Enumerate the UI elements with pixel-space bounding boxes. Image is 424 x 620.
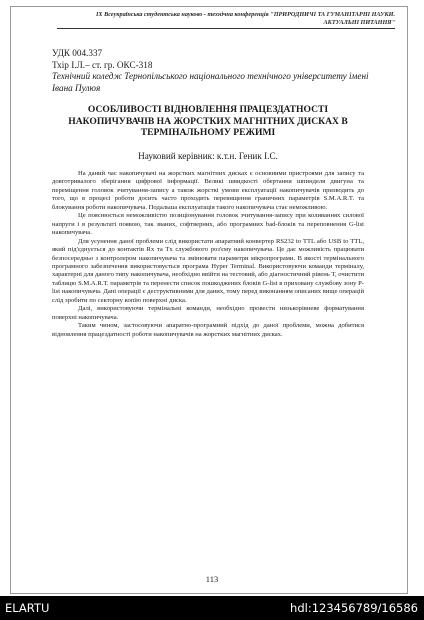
article-meta [52,48,382,94]
author-line: Тхір І.Л.– ст. гр. ОКС-318 [52,59,153,70]
handle-link[interactable]: hdl:123456789/16586 [290,601,418,615]
article-body [52,170,364,339]
body-paragraph: Таким чином, застосовуючи апаратно-програмний підхід до даної проблеми, можна добитися відновлення працездатності роботи накопичувачів на жорстких магнітних дисках. [52,322,364,338]
repository-name[interactable]: ELARTU [5,601,50,615]
scientific-supervisor: Науковий керівник: к.т.н. Геник І.С. [138,151,278,161]
article-title: ОСОБЛИВОСТІ ВІДНОВЛЕННЯ ПРАЦЕЗДАТНОСТІ НАКОПИЧУВАЧІВ НА ЖОРСТКИХ МАГНІТНИХ ДИСКАХ В ТЕРМІНАЛЬНОМУ РЕЖИМІ [68,104,348,139]
institution: Технічний коледж Тернопільського національного технічного університету імені Івана Пулюя [52,71,369,93]
conference-title-line-2: АКТУАЛЬНІ ПИТАННЯ" [323,18,395,26]
repository-footer-bar [0,596,424,620]
udc-code: УДК 004.337 [52,48,103,58]
body-paragraph: Далі, використовуючи термінальні команди, необхідно провести низькорівневе форматування поверхні накопичувача. [52,305,364,321]
body-paragraph: На даний час накопичувачі на жорстких магнітних дисках є основними пристроями для запису та довготривалого зберігання цифрової інформації. Великі швидкості обертання шпинделя двигуна та переміщення головок зчитування-запису а також жорсткі умови експлуатації накопичувачів призводить до того, що в процесі роботи досить часто проходить перевищення граничних параметрів S.M.A.R.T. та блокування роботи накопичувача. Подальша експлуатація такого накопичувача стає неможливою. [52,170,364,211]
body-paragraph: Це пояснюється неможливістю позиціонування головок зчитування-запису при коливаннях силової напруги і в результаті появою, так званих, софтверних, або програмних bad-блоків та переповнення G-list накопичувача. [52,212,364,237]
page-number: 113 [205,574,219,584]
conference-title-line-1: IX Всеукраїнська студентська науково - технічна конференція "ПРИРОДНИЧІ ТА ГУМАНІТАРНІ НАУКИ. [95,11,395,18]
conference-header [57,11,395,29]
body-paragraph: Для усунення даної проблеми слід використати апаратний конвертер RS232 to TTL або USB to TTL, який під'єднується до контактів Rx та Tx службового роз'єму накопичувача. Це дає можливість працювати безпосередньо з контролером накопичувача та змінювати параметри мікропрограми. В якості термінального програмного забезпечення використовується програма Hyper Terminal. Використовуючи команди терміналу, характерні для даного типу накопичувача, необхідно ввійти на тестовий, або діагностичний рівень T, очистити таблицю S.M.A.R.T. параметрів та перенести список пошкоджених блоків G-list в приховану службову зону P-list накопичувача. Дані операції є деструктивними для даних, тому перед виконанням описаних вище операцій слід зробити по секторну копію поверхні диска. [52,237,364,304]
